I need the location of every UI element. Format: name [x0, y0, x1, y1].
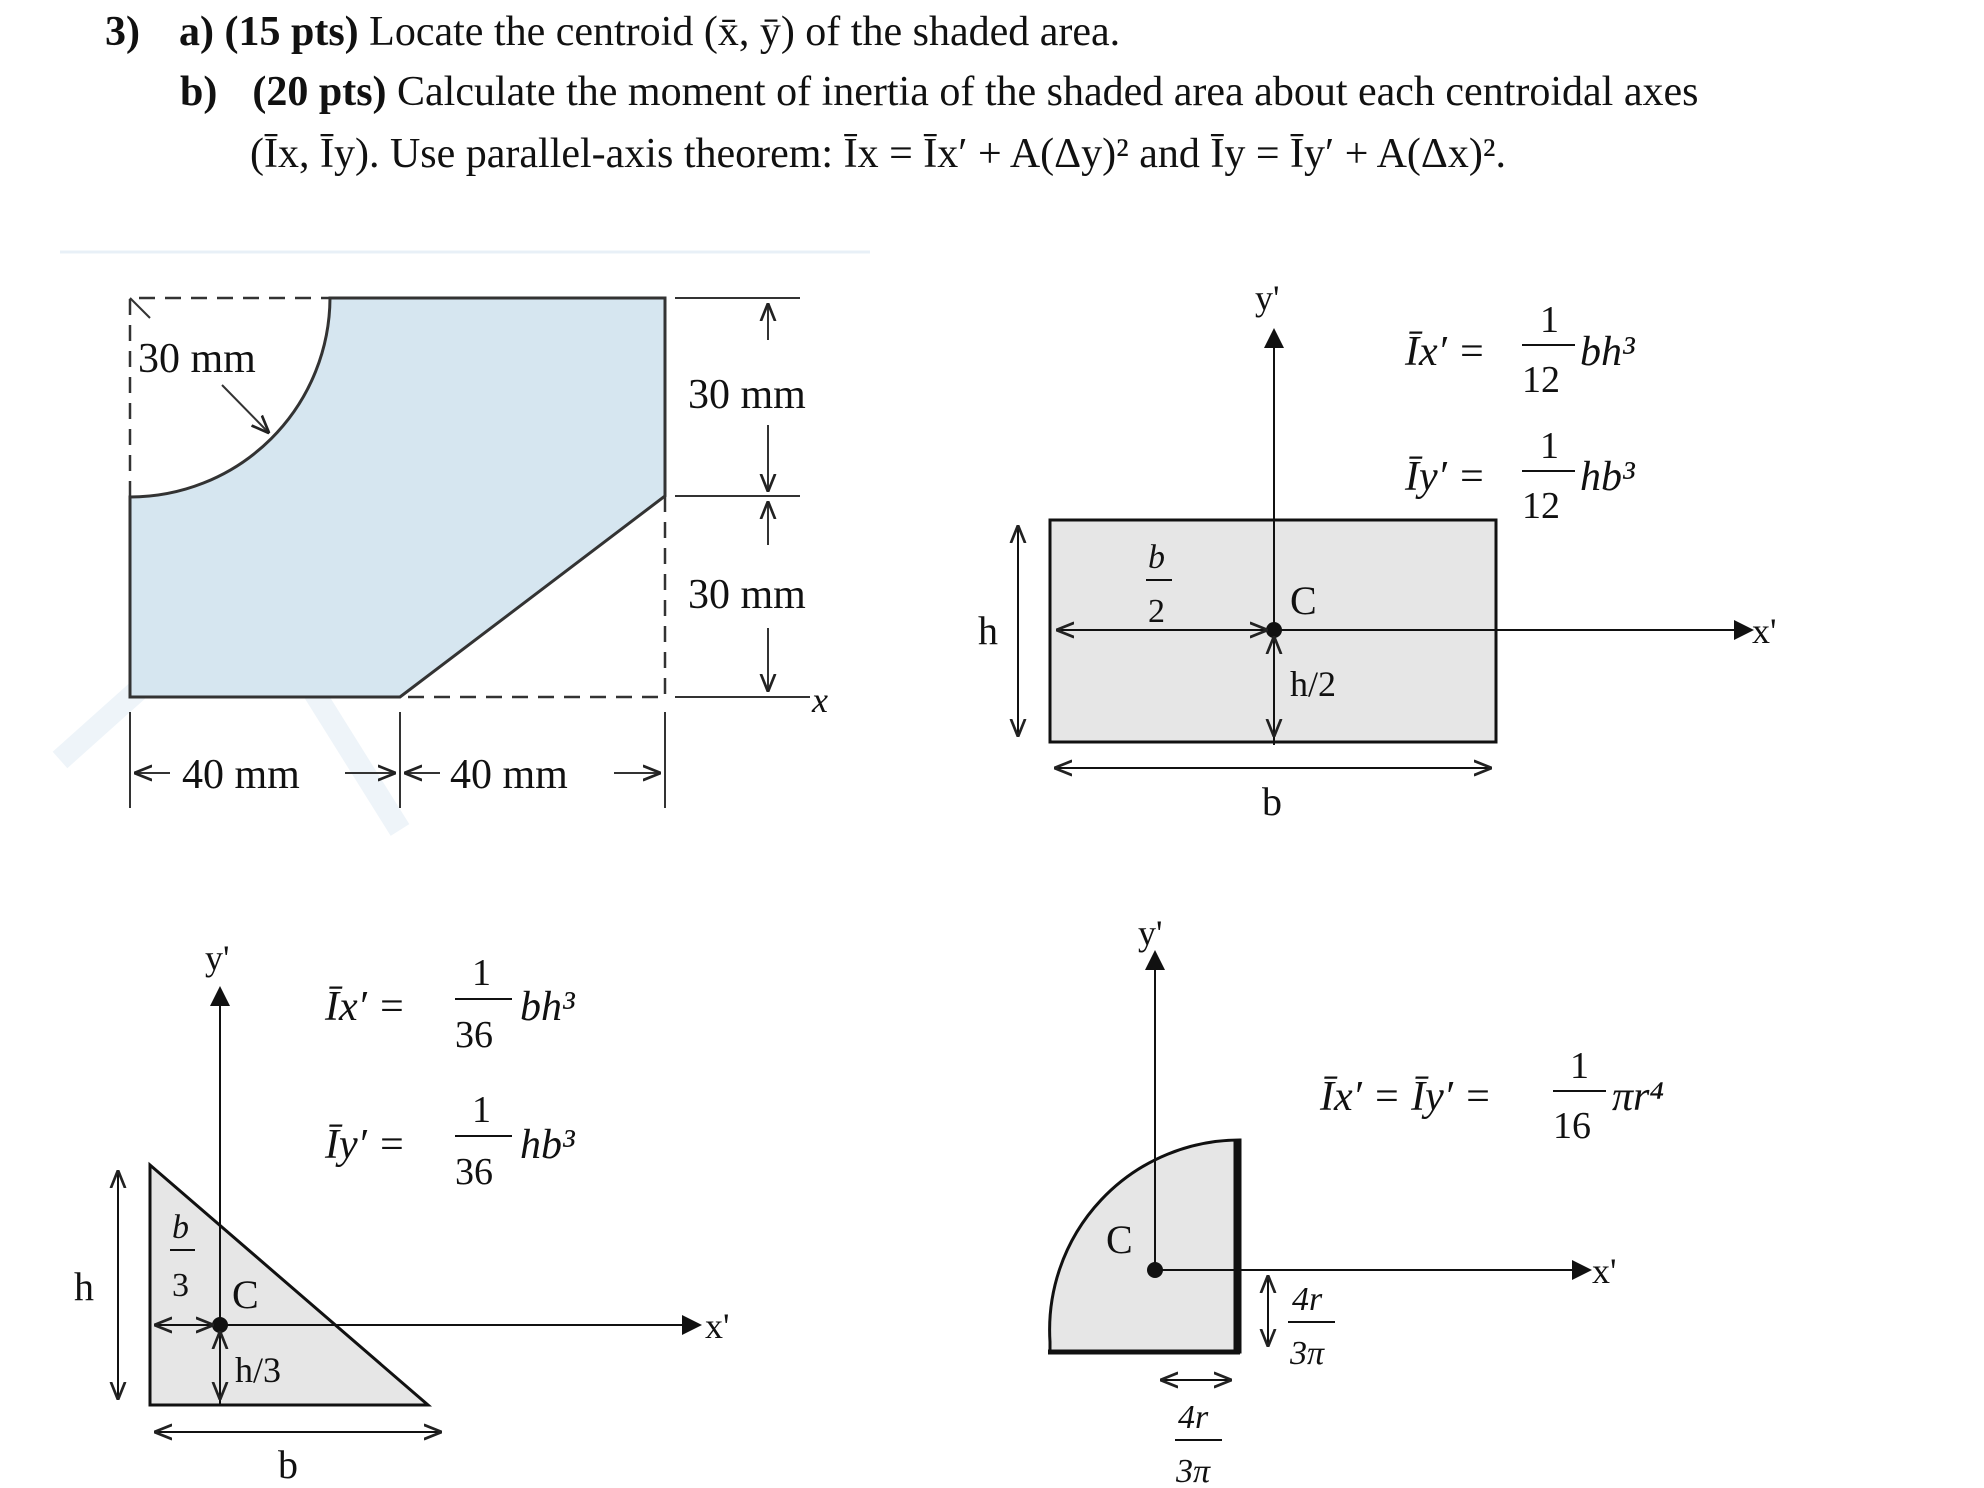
x-axis-label: x: [812, 680, 828, 720]
rect-ix-lhs: Īx′ =: [1405, 329, 1486, 375]
tri-x-axis-label: x': [705, 1306, 730, 1346]
rect-height-label: h: [978, 608, 998, 653]
tri-third-width-num: b: [172, 1209, 189, 1246]
qc-frac-num: 1: [1570, 1045, 1589, 1087]
quarter-circle-figure: [1048, 913, 1664, 1488]
tri-iy-frac-den: 36: [455, 1151, 493, 1193]
tri-ix-frac-num: 1: [472, 952, 491, 994]
rect-iy-frac-den: 12: [1522, 485, 1560, 527]
dim-bottom-width-label: 40 mm: [450, 752, 568, 798]
tri-centroid-dot: [212, 1317, 228, 1333]
part-b-letter: b): [180, 69, 218, 115]
rect-ix-frac-num: 1: [1540, 299, 1559, 341]
tri-third-width-den: 3: [172, 1267, 189, 1304]
qc-h-offset-num: 4r: [1178, 1399, 1209, 1436]
qc-y-axis-label: y': [1138, 913, 1163, 953]
part-b-text-line2: (Īx, Īy). Use parallel-axis theorem: Īx = Īx′ + A(Δy)² and Īy = Īy′ + A(Δx)².: [250, 131, 1506, 177]
qc-centroid-label: C: [1106, 1217, 1133, 1262]
qc-formula-lhs: Īx′ = Īy′ =: [1320, 1074, 1492, 1120]
tri-centroid-label: C: [232, 1272, 259, 1317]
tri-y-axis-label: y': [205, 938, 230, 978]
tri-iy-frac-num: 1: [472, 1089, 491, 1131]
qc-x-axis-label: x': [1592, 1251, 1617, 1291]
rect-centroid-dot: [1266, 622, 1282, 638]
qc-centroid-dot: [1147, 1262, 1163, 1278]
rect-y-axis-label: y': [1255, 278, 1280, 318]
rect-iy-frac-num: 1: [1540, 425, 1559, 467]
tri-ix-frac-den: 36: [455, 1014, 493, 1056]
rect-width-label: b: [1262, 779, 1282, 824]
triangle-shape: [150, 1165, 428, 1405]
rect-x-axis-label: x': [1752, 611, 1777, 651]
tri-width-label: b: [278, 1442, 298, 1487]
rect-iy-lhs: Īy′ =: [1405, 454, 1486, 500]
qc-formula-rhs: πr⁴: [1612, 1074, 1664, 1120]
rect-centroid-label: C: [1290, 578, 1317, 623]
rect-iy-rhs: hb³: [1580, 454, 1635, 500]
qc-v-offset-num: 4r: [1292, 1281, 1323, 1318]
rectangle-figure: [978, 278, 1777, 824]
quarter-circle-shape: [1050, 1140, 1240, 1352]
part-b-points: (20 pts): [252, 69, 387, 115]
rect-ix-rhs: bh³: [1580, 329, 1635, 375]
rect-half-width-num: b: [1148, 539, 1165, 576]
part-a-letter: a): [179, 9, 214, 55]
dim-bottom-left-label: 40 mm: [182, 752, 300, 798]
radius-arrow: [222, 385, 268, 432]
radius-label: 30 mm: [138, 336, 256, 382]
part-a-text: Locate the centroid (x̄, ȳ) of the shaded area.: [369, 9, 1121, 55]
rect-half-height-label: h/2: [1290, 664, 1337, 704]
qc-h-offset-den: 3π: [1176, 1453, 1211, 1488]
triangle-figure: [74, 938, 730, 1487]
rect-half-width-den: 2: [1148, 593, 1165, 630]
part-b-text-line1: Calculate the moment of inertia of the shaded area about each centroidal axes: [397, 69, 1699, 115]
tri-third-height-label: h/3: [235, 1350, 282, 1390]
tri-height-label: h: [74, 1264, 94, 1309]
dim-bottom-right-label: 30 mm: [688, 572, 806, 618]
tri-ix-rhs: bh³: [520, 984, 575, 1030]
dim-top-right-label: 30 mm: [688, 372, 806, 418]
qc-v-offset-den: 3π: [1290, 1335, 1325, 1372]
question-number: 3): [105, 9, 140, 55]
tri-ix-lhs: Īx′ =: [325, 984, 406, 1030]
rect-ix-frac-den: 12: [1522, 359, 1560, 401]
part-a-points: (15 pts): [224, 9, 359, 55]
tri-iy-lhs: Īy′ =: [325, 1122, 406, 1168]
qc-frac-den: 16: [1553, 1105, 1591, 1147]
shaded-area-figure: [130, 298, 828, 808]
tri-iy-rhs: hb³: [520, 1122, 575, 1168]
